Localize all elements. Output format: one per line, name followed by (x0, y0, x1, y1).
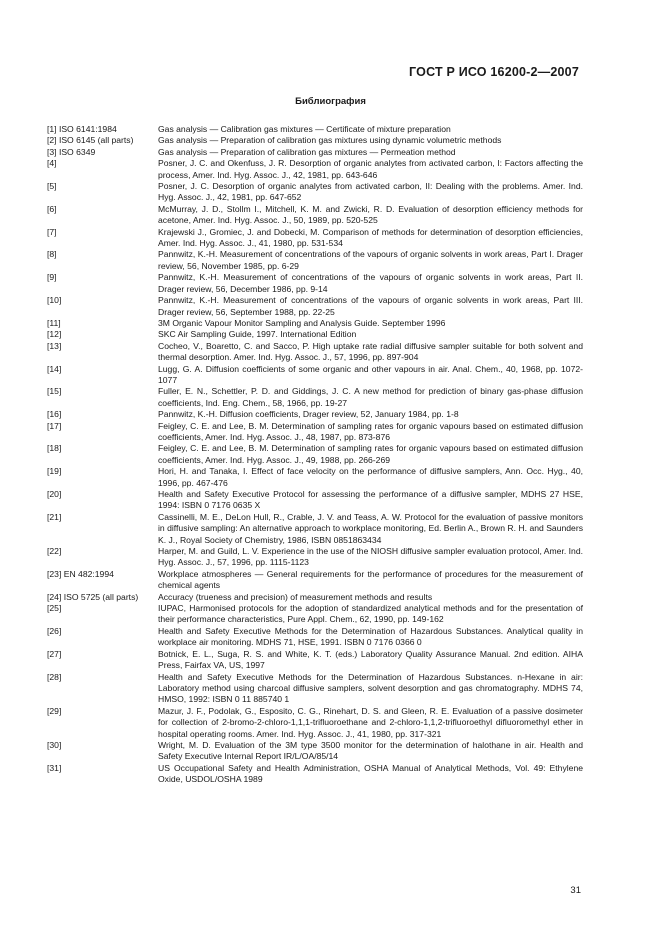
entry-ref: [21] (47, 511, 62, 522)
entry-text: Pannwitz, K.-H. Measurement of concentrations of the vapours of organic solvents in work areas, Part I. Drager review, 56, November 1985, pp. 6-29 (158, 249, 583, 271)
entry-ref: [7] (47, 226, 57, 237)
entry-ref: [19] (47, 466, 62, 477)
page-number: 31 (570, 885, 581, 896)
entry-ref: [8] (47, 249, 57, 260)
bibliography-entry (47, 124, 583, 135)
entry-ref: [17] (47, 420, 62, 431)
entry-ref: [16] (47, 409, 62, 420)
bibliography-list (47, 124, 583, 786)
entry-ref: [14] (47, 363, 62, 374)
entry-text: Posner, J. C. and Okenfuss, J. R. Desorption of organic analytes from activated carbon, I: Factors affecting the process, Amer. Ind. Hyg. Assoc. J., 42, 1981, pp. 643-646 (158, 158, 583, 180)
entry-text: McMurray, J. D., Stollm I., Mitchell, K. M. and Zwicki, R. D. Evaluation of desorption efficiency methods for acetone, Amer. Ind. Hyg. Assoc. J., 50, 1989, pp. 520-525 (158, 203, 583, 226)
entry-text: Mazur, J. F., Podolak, G., Esposito, C. G., Rinehart, D. S. and Gleen, R. E. Evaluation of a passive dosimeter for collection of 2-bromo-2-chloro-1,1,1-trifluoroethane and 2-chloro-1,1,2-trifluoroethyl difluoromethyl ether in hospital operating rooms. Amer. Ind. Hyg. Assoc. J., 41, 1980, pp. 317-321 (158, 705, 583, 739)
entry-ref: [25] (47, 603, 62, 614)
entry-text: US Occupational Safety and Health Administration, OSHA Manual of Analytical Methods, Vol. 49: Ethylene Oxide, USDOL/OSHA 1989 (158, 762, 583, 785)
bibliography-entry (47, 592, 583, 603)
entry-text: Feigley, C. E. and Lee, B. M. Determination of sampling rates for organic vapours based on estimated diffusion coefficients, Amer. Ind. Hyg. Assoc. J., 49, 1988, pp. 266-269 (158, 443, 583, 465)
section-title: Библиография (295, 96, 366, 107)
bibliography-entry (47, 409, 583, 420)
entry-text: 3M Organic Vapour Monitor Sampling and Analysis Guide. September 1996 (158, 317, 446, 328)
bibliography-entry (47, 649, 583, 672)
entry-ref: [22] (47, 546, 62, 557)
entry-ref: [30] (47, 739, 62, 750)
entry-ref: [31] (47, 762, 62, 773)
entry-ref: [29] (47, 705, 62, 716)
bibliography-entry (47, 512, 583, 546)
bibliography-entry (47, 135, 583, 146)
bibliography-entry (47, 341, 583, 364)
entry-ref: [13] (47, 340, 62, 351)
bibliography-entry (47, 546, 583, 569)
entry-ref: [2] ISO 6145 (all parts) (47, 135, 134, 146)
entry-ref: [18] (47, 443, 62, 454)
entry-text: Fuller, E. N., Schettler, P. D. and Giddings, J. C. A new method for prediction of binary gas-phase diffusion coefficients, Ind. Eng. Chem., 58, 1966, pp. 19-27 (158, 386, 583, 408)
bibliography-entry (47, 386, 583, 409)
entry-ref: [23] EN 482:1994 (47, 568, 114, 579)
bibliography-entry (47, 569, 583, 592)
bibliography-entry (47, 603, 583, 626)
entry-ref: [11] (47, 317, 61, 328)
bibliography-entry (47, 466, 583, 489)
bibliography-entry (47, 443, 583, 466)
entry-text: Accuracy (trueness and precision) of measurement methods and results (158, 591, 433, 602)
entry-text: Pannwitz, K.-H. Diffusion coefficients, Drager review, 52, January 1984, pp. 1-8 (158, 409, 459, 420)
entry-ref: [9] (47, 272, 57, 283)
entry-text: Health and Safety Executive Methods for the Determination of Hazardous Substances. n-Hexane in air: Laboratory method using charcoal diffusive samplers, solvent desorption and gas chromatography. MDHS 74, HMSO, 1992: ISBN 0 11 885740 1 (158, 671, 583, 705)
bibliography-entry (47, 364, 583, 387)
bibliography-entry (47, 706, 583, 740)
entry-ref: [27] (47, 648, 62, 659)
entry-text: Cassinelli, M. E., DeLon Hull, R., Crable, J. V. and Teass, A. W. Protocol for the evaluation of passive monitors in diffusive sampling: An alternative approach to workplace monitoring, Ed. Berlin A., Brown R. H. and Saunders K. J., Royal Society of Chemistry, 1986, ISBN 0851863434 (158, 511, 583, 545)
entry-ref: [28] (47, 671, 62, 682)
entry-text: Harper, M. and Guild, L. V. Experience in the use of the NIOSH diffusive sampler evaluation protocol, Amer. Ind. Hyg. Assoc. J., 57, 1996, pp. 1115-1123 (158, 546, 583, 568)
entry-ref: [10] (47, 295, 62, 306)
bibliography-entry (47, 626, 583, 649)
entry-ref: [1] ISO 6141:1984 (47, 124, 117, 134)
entry-text: Cocheo, V., Boaretto, C. and Sacco, P. High uptake rate radial diffusive sampler suitable for both solvent and thermal desorption. Amer. Ind. Hyg. Assoc. J., 57, 1996, pp. 897-904 (158, 340, 583, 363)
entry-text: Hori, H. and Tanaka, I. Effect of face velocity on the performance of diffusive samplers, Ann. Occ. Hyg., 40, 1996, pp. 467-476 (158, 466, 583, 488)
bibliography-entry (47, 672, 583, 706)
entry-text: Health and Safety Executive Protocol for assessing the performance of a diffusive sampler, MDHS 27 HSE, 1994: ISBN 0 7176 0635 X (158, 489, 583, 511)
entry-ref: [15] (47, 386, 62, 397)
bibliography-entry (47, 740, 583, 763)
bibliography-entry (47, 272, 583, 295)
entry-text: Workplace atmospheres — General requirements for the performance of procedures for the measurement of chemical agents (158, 568, 583, 591)
entry-ref: [6] (47, 203, 57, 214)
entry-text: Botnick, E. L., Suga, R. S. and White, K. T. (eds.) Laboratory Quality Assurance Manual. 2nd edition. AIHA Press, Fairfax VA, US, 1997 (158, 648, 583, 671)
bibliography-entry (47, 489, 583, 512)
entry-text: Pannwitz, K.-H. Measurement of concentrations of the vapours of organic solvents in work areas, Part II. Drager review, 56, December 1986, pp. 9-14 (158, 272, 583, 294)
entry-text: Lugg, G. A. Diffusion coefficients of some organic and other vapours in air. Anal. Chem., 40, 1968, pp. 1072-1077 (158, 363, 583, 385)
bibliography-entry (47, 329, 583, 340)
bibliography-entry (47, 249, 583, 272)
bibliography-entry (47, 295, 583, 318)
entry-text: Gas analysis — Preparation of calibration gas mixtures using dynamic volumetric methods (158, 135, 502, 146)
entry-ref: [24] ISO 5725 (all parts) (47, 591, 139, 602)
bibliography-entry (47, 421, 583, 444)
entry-ref: [5] (47, 181, 57, 192)
entry-text: Feigley, C. E. and Lee, B. M. Determination of sampling rates for organic vapours based on estimated diffusion coefficients, Amer. Ind. Hyg. Assoc. J., 48, 1987, pp. 873-876 (158, 420, 583, 442)
entry-text: Posner, J. C. Desorption of organic analytes from activated carbon, II: Dealing with the problems. Amer. Ind. Hyg. Assoc. J., 42, 1981, pp. 647-652 (158, 181, 583, 203)
entry-ref: [4] (47, 158, 57, 169)
entry-text: Health and Safety Executive Methods for the Determination of Hazardous Substances. Analytical quality in workplace air monitoring. MDHS 71, HSE, 1991. ISBN 0 7176 0366 0 (158, 625, 583, 648)
entry-ref: [26] (47, 625, 62, 636)
entry-text: Krajewski J., Gromiec, J. and Dobecki, M. Comparison of methods for determination of desorption efficiencies, Amer. Ind. Hyg. Assoc. J., 41, 1980, pp. 531-534 (158, 226, 583, 249)
entry-text: IUPAC, Harmonised protocols for the adoption of standardized analytical methods and for the presentation of their performance characteristics, Pure Appl. Chem., 62, 1990, pp. 149-162 (158, 603, 583, 625)
entry-text: SKC Air Sampling Guide, 1997. International Edition (158, 329, 357, 340)
bibliography-entry (47, 227, 583, 250)
entry-ref: [12] (47, 329, 62, 340)
bibliography-entry (47, 204, 583, 227)
entry-text: Pannwitz, K.-H. Measurement of concentrations of the vapours of organic solvents in work areas, Part III. Drager review, 56, September 1988, pp. 22-25 (158, 295, 583, 317)
bibliography-entry (47, 158, 583, 181)
entry-text: Wright, M. D. Evaluation of the 3M type 3500 monitor for the determination of halothane in air. Health and Safety Executive Internal Report IR/L/OA/85/14 (158, 739, 583, 762)
bibliography-entry (47, 763, 583, 786)
bibliography-entry (47, 181, 583, 204)
document-header: ГОСТ Р ИСО 16200-2—2007 (409, 65, 579, 79)
entry-text: Gas analysis — Calibration gas mixtures — Certificate of mixture preparation (158, 124, 451, 134)
bibliography-entry (47, 147, 583, 158)
entry-ref: [3] ISO 6349 (47, 146, 96, 157)
bibliography-entry (47, 318, 583, 329)
entry-ref: [20] (47, 489, 62, 499)
entry-text: Gas analysis — Preparation of calibration gas mixtures — Permeation method (158, 146, 456, 157)
